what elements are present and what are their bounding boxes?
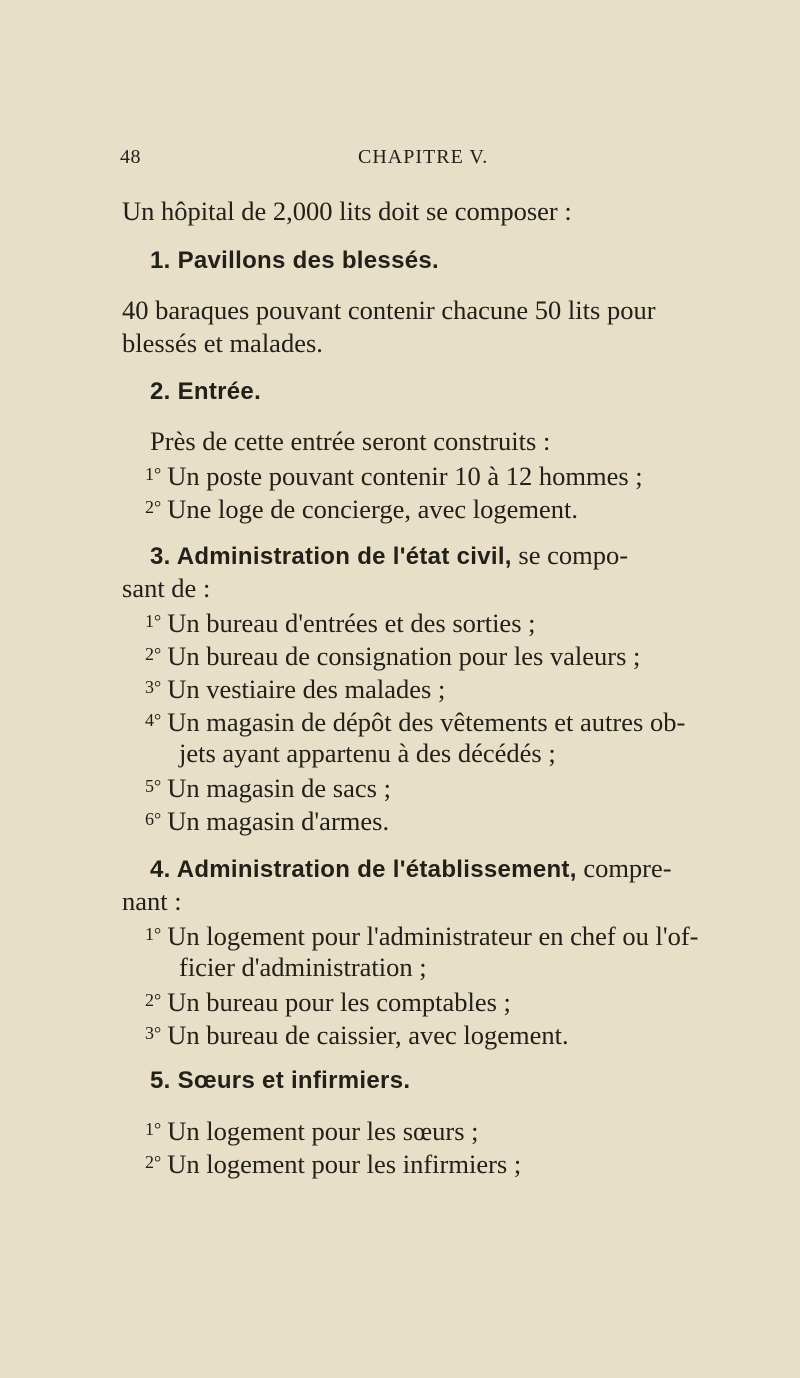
item-number: 6° [145,809,162,829]
item-text: Un magasin de sacs ; [167,773,391,803]
item-number: 3° [145,677,162,697]
intro-line: Un hôpital de 2,000 lits doit se composer : [122,196,572,226]
item-text: Une loge de concierge, avec logement. [167,494,579,524]
item-number: 2° [145,497,162,517]
item-text: jets ayant appartenu à des décédés ; [179,738,556,768]
section-3-heading: 3. Administration de l'état civil, [150,543,512,570]
item-text: Un bureau pour les comptables ; [167,987,511,1017]
list-item [145,1146,521,1180]
section-2-text: Près de cette entrée seront construits : [150,426,551,456]
item-number: 1° [145,611,162,631]
item-text: Un bureau d'entrées et des sorties ; [167,608,536,638]
section-4-cont-line: nant : [122,886,182,916]
section-4-heading-cont: compre- [576,853,672,883]
list-item [145,918,699,952]
page-number: 48 [120,146,141,168]
item-number: 2° [145,990,162,1010]
chapter-title: CHAPITRE V. [358,146,489,168]
list-item [145,671,445,705]
list-item [145,605,536,639]
list-item [145,458,643,492]
list-item [145,803,389,837]
item-number: 2° [145,1152,162,1172]
item-number: 2° [145,644,162,664]
list-item [145,1017,569,1051]
item-text: Un logement pour l'administrateur en chef ou l'of- [167,921,699,951]
section-1-text: 40 baraques pouvant contenir chacune 50 lits pour [122,295,656,325]
item-text: Un vestiaire des malades ; [167,674,446,704]
section-1-heading: 1. Pavillons des blessés. [150,247,439,274]
section-1-text-cont: blessés et malades. [122,328,323,358]
list-item [145,704,685,738]
section-2-heading: 2. Entrée. [150,378,262,405]
list-item [145,770,391,804]
section-4-heading-line [150,852,672,886]
item-text: Un bureau de caissier, avec logement. [167,1020,569,1050]
section-4-heading: 4. Administration de l'établissement, [150,856,577,883]
item-number: 1° [145,1119,162,1139]
section-3-cont-line: sant de : [122,573,211,603]
item-number: 1° [145,924,162,944]
item-number: 3° [145,1023,162,1043]
item-number: 5° [145,776,162,796]
list-item [145,638,640,672]
item-text: Un bureau de consignation pour les valeurs ; [167,641,641,671]
list-item-cont [179,737,556,769]
item-number: 1° [145,464,162,484]
running-header [120,146,680,176]
section-3-heading-cont: se compo- [511,540,629,570]
section-3-heading-line [150,539,628,573]
item-text: Un logement pour les sœurs ; [167,1116,479,1146]
list-item [145,1113,479,1147]
item-text: ficier d'administration ; [179,952,427,982]
list-item [145,491,578,525]
item-number: 4° [145,710,162,730]
list-item-cont [179,951,427,983]
list-item [145,984,511,1018]
item-text: Un magasin d'armes. [167,806,390,836]
item-text: Un poste pouvant contenir 10 à 12 hommes ; [167,461,643,491]
item-text: Un logement pour les infirmiers ; [167,1149,522,1179]
section-5-heading: 5. Sœurs et infirmiers. [150,1067,411,1094]
item-text: Un magasin de dépôt des vêtements et autres ob- [167,707,686,737]
